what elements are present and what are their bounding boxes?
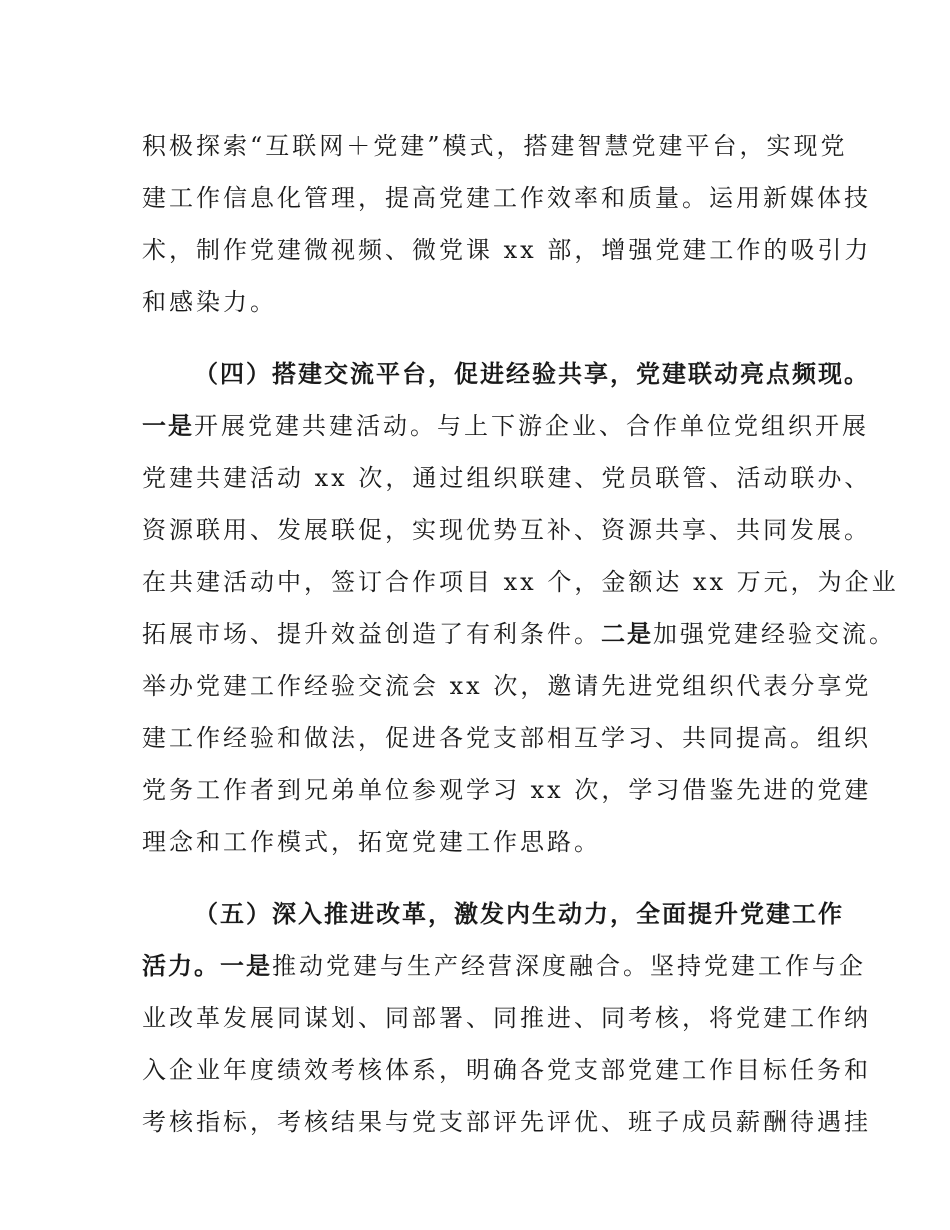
text-line: 党建共建活动 xx 次，通过组织联建、党员联管、活动联办、 bbox=[142, 464, 872, 492]
text-line bbox=[142, 400, 869, 452]
text-line: 举办党建工作经验交流会 xx 次，邀请先进党组织代表分享党 bbox=[142, 672, 872, 700]
item-marker: 二是 bbox=[601, 620, 653, 648]
item-marker: 一是 bbox=[220, 952, 272, 980]
text-line: 理念和工作模式，拓宽党建工作思路。 bbox=[142, 828, 601, 856]
item-marker: 一是 bbox=[142, 412, 194, 440]
section-five-heading-end: 活力。 bbox=[142, 952, 220, 980]
text-line: 入企业年度绩效考核体系，明确各党支部党建工作目标任务和 bbox=[142, 1056, 871, 1084]
text-run: 开展党建共建活动。与上下游企业、合作单位党组织开展 bbox=[194, 412, 869, 440]
paragraph-section-four bbox=[142, 348, 899, 868]
text-line bbox=[142, 608, 896, 660]
section-five-heading: （五）深入推进改革，激发内生动力，全面提升党建工作 bbox=[194, 900, 844, 928]
text-line: 建工作信息化管理，提高党建工作效率和质量。运用新媒体技 bbox=[142, 184, 871, 212]
text-line: 资源联用、发展联促，实现优势互补、资源共享、共同发展。 bbox=[142, 516, 871, 544]
text-line: 考核指标，考核结果与党支部评先评优、班子成员薪酬待遇挂 bbox=[142, 1108, 871, 1136]
text-line: 积极探索“互联网＋党建”模式，搭建智慧党建平台，实现党 bbox=[142, 132, 848, 160]
text-run: 推动党建与生产经营深度融合。坚持党建工作与企 bbox=[272, 952, 866, 980]
text-line: 在共建活动中，签订合作项目 xx 个，金额达 xx 万元，为企业 bbox=[142, 568, 899, 596]
text-line: 术，制作党建微视频、微党课 xx 部，增强党建工作的吸引力 bbox=[142, 236, 872, 264]
text-line: 党务工作者到兄弟单位参观学习 xx 次，学习借鉴先进的党建 bbox=[142, 776, 872, 804]
paragraph-section-five bbox=[142, 888, 871, 1148]
text-line: 业改革发展同谋划、同部署、同推进、同考核，将党建工作纳 bbox=[142, 1004, 871, 1032]
document-body bbox=[142, 120, 899, 1148]
text-line bbox=[142, 940, 866, 992]
text-run: 加强党建经验交流。 bbox=[653, 620, 896, 648]
text-run: 拓展市场、提升效益创造了有利条件。 bbox=[142, 620, 601, 648]
section-four-heading: （四）搭建交流平台，促进经验共享，党建联动亮点频现。 bbox=[194, 360, 870, 388]
paragraph-continued bbox=[142, 120, 872, 328]
text-line: 建工作经验和做法，促进各党支部相互学习、共同提高。组织 bbox=[142, 724, 871, 752]
text-line: 和感染力。 bbox=[142, 288, 277, 316]
